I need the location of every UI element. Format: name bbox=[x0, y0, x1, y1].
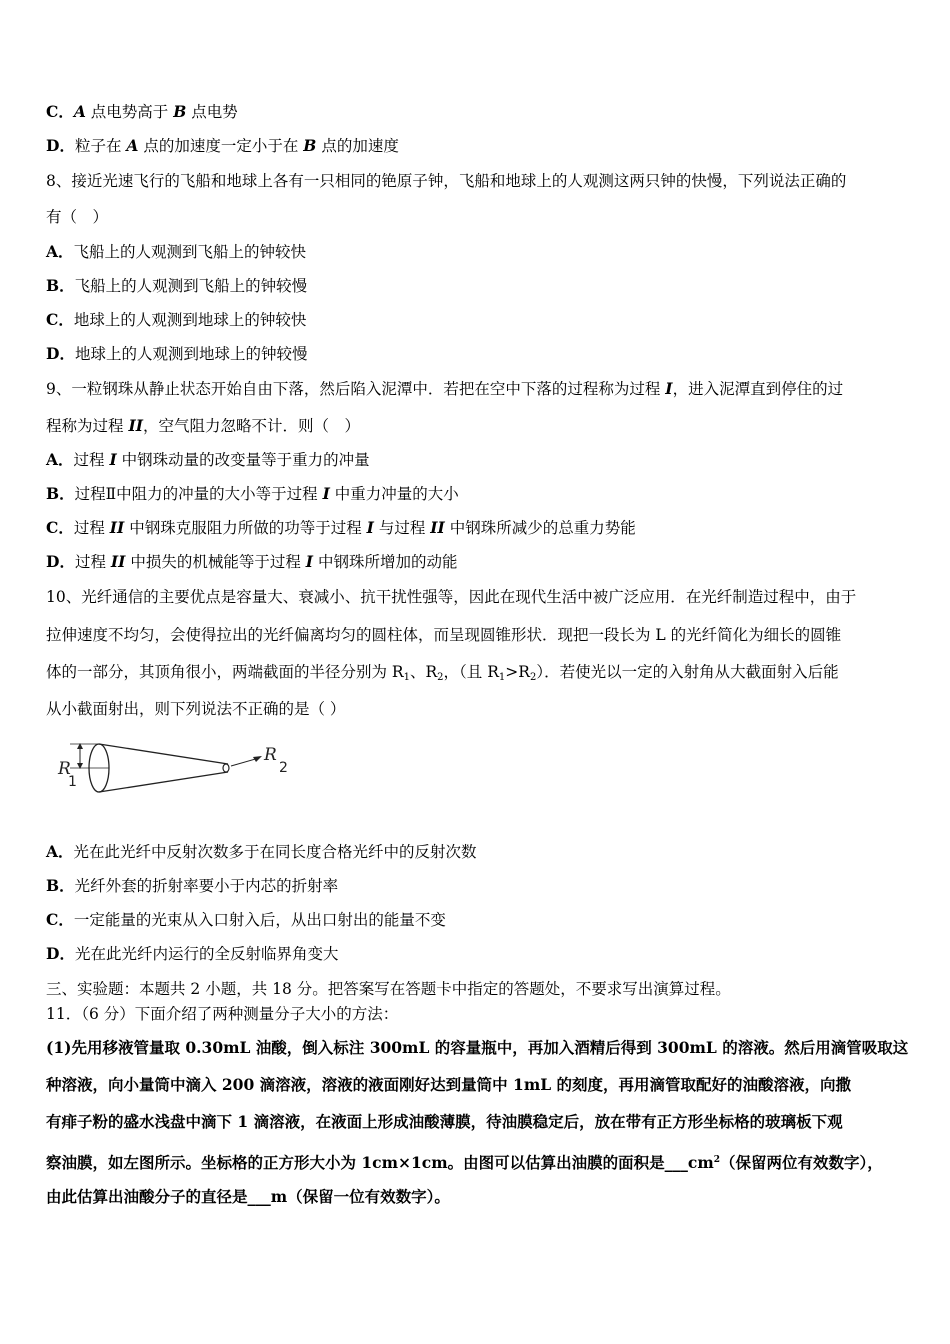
option-letter: C． bbox=[46, 518, 74, 537]
var: II bbox=[128, 416, 143, 435]
q10-stem-line3 bbox=[46, 662, 839, 688]
var: II bbox=[430, 518, 445, 537]
q7-option-d bbox=[46, 136, 399, 156]
q11-heading: 11．（6 分）下面介绍了两种测量分子大小的方法： bbox=[46, 1005, 399, 1023]
q10-option-c bbox=[46, 910, 446, 930]
text: （保留两位有效数字）， bbox=[720, 1153, 883, 1172]
subscript: 2 bbox=[529, 672, 537, 683]
text: ）．若使光以一定的入射角从大截面射入后能 bbox=[536, 663, 839, 681]
text: 粒子在 bbox=[74, 137, 127, 155]
q8-option-a bbox=[46, 242, 306, 262]
q9-stem-line2 bbox=[46, 416, 360, 436]
q8-option-d bbox=[46, 344, 307, 364]
cone-bottom-edge bbox=[99, 772, 228, 792]
r2-label: R bbox=[264, 745, 277, 765]
text: 过程 bbox=[74, 553, 111, 571]
option-letter: B． bbox=[46, 484, 75, 503]
subscript: 1 bbox=[498, 672, 506, 683]
var: I bbox=[665, 379, 673, 398]
var-b: B bbox=[303, 136, 317, 155]
cone-top-edge bbox=[99, 744, 228, 764]
q11-paragraph-line2: 种溶液，向小量筒中滴入 200 滴溶液，溶液的液面刚好达到量筒中 1mL 的刻度，再用滴管取配好的油酸溶液，向撒 bbox=[46, 1075, 852, 1094]
text: 中钢珠所增加的动能 bbox=[313, 553, 458, 571]
q7-option-c bbox=[46, 102, 238, 122]
var: II bbox=[110, 552, 126, 571]
option-letter: C． bbox=[46, 910, 74, 929]
option-text: 地球上的人观测到地球上的钟较快 bbox=[73, 311, 307, 329]
option-letter: A． bbox=[46, 242, 74, 261]
var-a: A bbox=[126, 136, 139, 155]
text: ，进入泥潭直到停住的过 bbox=[672, 380, 844, 398]
r1-label-sub: 1 bbox=[68, 774, 77, 790]
text: 过程 bbox=[73, 519, 110, 537]
option-letter: A． bbox=[46, 842, 74, 861]
text: 中损失的机械能等于过程 bbox=[125, 553, 306, 571]
option-letter: D． bbox=[46, 944, 75, 963]
q9-option-b bbox=[46, 484, 459, 504]
text: 、R bbox=[409, 663, 438, 681]
subscript: 1 bbox=[403, 672, 410, 683]
text: 中钢珠克服阻力所做的功等于过程 bbox=[124, 519, 367, 537]
q10-option-a bbox=[46, 842, 477, 862]
text: 点电势高于 bbox=[85, 103, 174, 121]
var-a: A bbox=[73, 102, 86, 121]
var: I bbox=[109, 450, 117, 469]
q10-option-d bbox=[46, 944, 338, 964]
option-text: 飞船上的人观测到飞船上的钟较慢 bbox=[74, 277, 308, 295]
text: 过程Ⅱ中阻力的冲量的大小等于过程 bbox=[74, 485, 323, 503]
text: 程称为过程 bbox=[46, 417, 129, 435]
q9-option-a bbox=[46, 450, 370, 470]
option-letter: D． bbox=[46, 344, 75, 363]
r2-label-sub: 2 bbox=[279, 760, 288, 776]
section-3-heading: 三、实验题：本题共 2 小题，共 18 分。把答案写在答题卡中指定的答题处，不要求写出演算过程。 bbox=[46, 980, 731, 998]
option-text: 光在此光纤中反射次数多于在同长度合格光纤中的反射次数 bbox=[73, 843, 477, 861]
text: ，空气阻力忽略不计．则（ ） bbox=[142, 417, 360, 435]
text: 与过程 bbox=[373, 519, 431, 537]
q10-stem-line1: 10、光纤通信的主要优点是容量大、衰减小、抗干扰性强等，因此在现代生活中被广泛应用．在光纤制造过程中，由于 bbox=[46, 588, 857, 606]
q8-option-c bbox=[46, 310, 306, 330]
var: I bbox=[322, 484, 330, 503]
option-text: 光在此光纤内运行的全反射临界角变大 bbox=[74, 945, 339, 963]
text: 中钢珠所减少的总重力势能 bbox=[444, 519, 636, 537]
var: I bbox=[366, 518, 374, 537]
q9-stem-line1 bbox=[46, 379, 843, 399]
text: 9、一粒钢珠从静止状态开始自由下落，然后陷入泥潭中．若把在空中下落的过程称为过程 bbox=[46, 380, 666, 398]
text: >R bbox=[505, 663, 530, 681]
option-letter: B． bbox=[46, 876, 75, 895]
q9-option-c bbox=[46, 518, 636, 538]
q9-option-d bbox=[46, 552, 457, 572]
var: II bbox=[109, 518, 125, 537]
text: 点的加速度 bbox=[316, 137, 399, 155]
option-text: 光纤外套的折射率要小于内芯的折射率 bbox=[74, 877, 339, 895]
q11-paragraph-line1: (1)先用移液管量取 0.30mL 油酸，倒入标注 300mL 的容量瓶中，再加入酒精后得到 300mL 的溶液。然后用滴管吸取这 bbox=[46, 1038, 909, 1057]
q8-stem-line1: 8、接近光速飞行的飞船和地球上各有一只相同的铯原子钟，飞船和地球上的人观测这两只钟的快慢，下列说法正确的 bbox=[46, 172, 847, 190]
small-end-ellipse bbox=[223, 764, 229, 772]
q8-option-b bbox=[46, 276, 307, 296]
option-text: 地球上的人观测到地球上的钟较慢 bbox=[74, 345, 308, 363]
option-letter: A． bbox=[46, 450, 74, 469]
option-text: 飞船上的人观测到飞船上的钟较快 bbox=[73, 243, 307, 261]
optical-fiber-cone-figure bbox=[56, 738, 316, 800]
text: 点电势 bbox=[186, 103, 238, 121]
q10-stem-line4: 从小截面射出，则下列说法不正确的是（ ） bbox=[46, 700, 346, 718]
text: 中钢珠动量的改变量等于重力的冲量 bbox=[116, 451, 370, 469]
option-letter: B． bbox=[46, 276, 75, 295]
option-letter: C． bbox=[46, 310, 74, 329]
text: 体的一部分，其顶角很小，两端截面的半径分别为 R bbox=[46, 663, 404, 681]
q8-stem-line2: 有（ ） bbox=[46, 208, 109, 226]
q10-stem-line2: 拉伸速度不均匀，会使得拉出的光纤偏离均匀的圆柱体，而呈现圆锥形状．现把一段长为 L 的光纤简化为细长的圆锥 bbox=[46, 626, 842, 644]
r1-label: R bbox=[58, 759, 71, 779]
text: 中重力冲量的大小 bbox=[329, 485, 459, 503]
text: 察油膜，如左图所示。坐标格的正方形大小为 1cm×1cm。由图可以估算出油膜的面积是___cm bbox=[46, 1153, 714, 1172]
text: ，（且 R bbox=[443, 663, 499, 681]
text: 点的加速度一定小于在 bbox=[138, 137, 304, 155]
superscript: 2 bbox=[713, 1155, 720, 1165]
q10-option-b bbox=[46, 876, 338, 896]
text: 过程 bbox=[73, 451, 110, 469]
q11-paragraph-line5: 由此估算出油酸分子的直径是___m（保留一位有效数字）。 bbox=[46, 1187, 450, 1206]
q11-paragraph-line4 bbox=[46, 1150, 883, 1173]
option-text: 一定能量的光束从入口射入后，从出口射出的能量不变 bbox=[73, 911, 446, 929]
var-b: B bbox=[173, 102, 187, 121]
r2-arrow bbox=[253, 756, 262, 762]
option-letter: D． bbox=[46, 552, 75, 571]
subscript: 2 bbox=[437, 672, 444, 683]
option-letter: C． bbox=[46, 102, 74, 121]
option-letter: D． bbox=[46, 136, 75, 155]
q11-paragraph-line3: 有痱子粉的盛水浅盘中滴下 1 滴溶液，在液面上形成油酸薄膜，待油膜稳定后，放在带有正方形坐标格的玻璃板下观 bbox=[46, 1112, 843, 1131]
var: I bbox=[305, 552, 314, 571]
